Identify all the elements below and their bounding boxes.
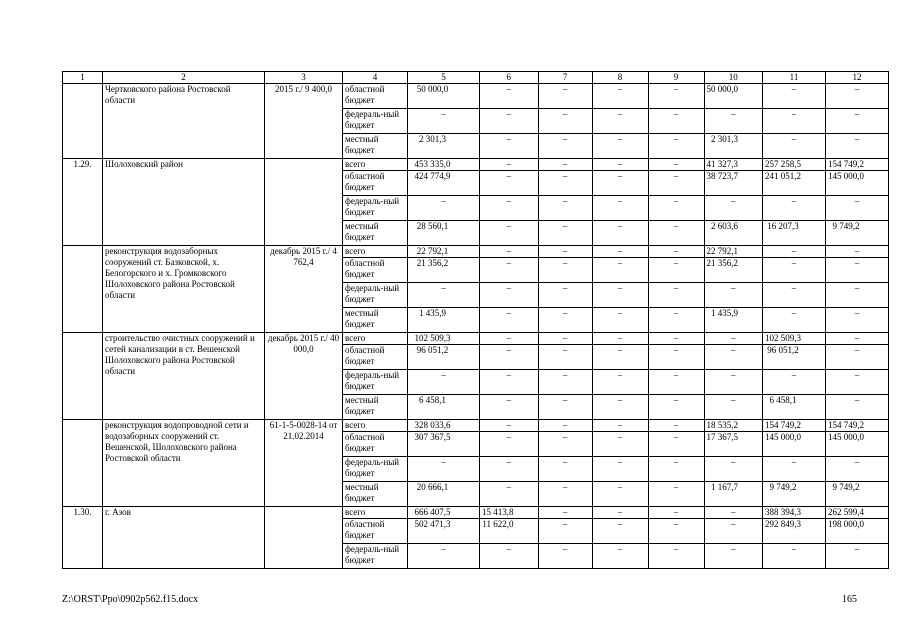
cell-col-12: – <box>826 246 889 258</box>
cell-col-4: местный бюджет <box>343 134 408 159</box>
cell-col-5: – <box>408 457 480 482</box>
cell-col-11: 154 749,2 <box>763 420 826 432</box>
table-row <box>63 333 889 345</box>
cell-col-4: областной бюджет <box>343 171 408 196</box>
cell-col-8: – <box>592 246 648 258</box>
cell-col-8: – <box>592 308 648 333</box>
cell-col-12: 9 749,2 <box>826 482 889 507</box>
cell-col-3: 2015 г./ 9 400,0 <box>265 84 343 159</box>
cell-col-11: 96 051,2 <box>763 345 826 370</box>
cell-col-8: – <box>592 482 648 507</box>
cell-col-6: – <box>480 457 539 482</box>
cell-col-11: 241 051,2 <box>763 171 826 196</box>
cell-col-8: – <box>592 283 648 308</box>
cell-col-3: декабрь 2015 г./ 40 000,0 <box>265 333 343 420</box>
cell-col-9: – <box>648 519 704 544</box>
cell-col-4: федераль-ный бюджет <box>343 109 408 134</box>
cell-col-4: местный бюджет <box>343 395 408 420</box>
cell-col-12: – <box>826 333 889 345</box>
cell-col-8: – <box>592 84 648 109</box>
cell-col-2: строительство очистных сооружений и сетей канализации в ст. Вешенской Шолоховского района Ростовской области <box>103 333 265 420</box>
header-cell-10: 10 <box>704 72 763 84</box>
cell-col-6: – <box>480 432 539 457</box>
cell-col-6: – <box>480 420 539 432</box>
cell-col-8: – <box>592 345 648 370</box>
cell-col-8: – <box>592 420 648 432</box>
cell-col-11: 16 207,3 <box>763 221 826 246</box>
footer-file-path: Z:\ORST\Ppo\0902p562.f15.docx <box>62 594 199 605</box>
cell-col-10: 17 367,5 <box>704 432 763 457</box>
cell-col-4: областной бюджет <box>343 345 408 370</box>
cell-col-10: – <box>704 507 763 519</box>
cell-col-1: 1.29. <box>63 159 103 246</box>
cell-col-6: – <box>480 134 539 159</box>
header-cell-5: 5 <box>408 72 480 84</box>
cell-col-4: всего <box>343 159 408 171</box>
header-cell-6: 6 <box>480 72 539 84</box>
cell-col-11: – <box>763 457 826 482</box>
budget-table <box>62 71 889 569</box>
cell-col-12: – <box>826 457 889 482</box>
cell-col-11: – <box>763 246 826 258</box>
cell-col-3: декабрь 2015 г./ 4 762,4 <box>265 246 343 333</box>
cell-col-9: – <box>648 246 704 258</box>
cell-col-4: местный бюджет <box>343 308 408 333</box>
cell-col-11: 102 509,3 <box>763 333 826 345</box>
cell-col-2: г. Азов <box>103 507 265 569</box>
cell-col-7: – <box>538 507 592 519</box>
cell-col-6: – <box>480 84 539 109</box>
cell-col-11: 292 849,3 <box>763 519 826 544</box>
cell-col-11: – <box>763 84 826 109</box>
cell-col-6: – <box>480 395 539 420</box>
header-cell-11: 11 <box>763 72 826 84</box>
cell-col-6: – <box>480 370 539 395</box>
cell-col-9: – <box>648 544 704 569</box>
cell-col-3 <box>265 159 343 246</box>
cell-col-6: – <box>480 109 539 134</box>
header-cell-2: 2 <box>103 72 265 84</box>
cell-col-10: 38 723,7 <box>704 171 763 196</box>
cell-col-12: 262 599,4 <box>826 507 889 519</box>
cell-col-8: – <box>592 432 648 457</box>
cell-col-6: – <box>480 544 539 569</box>
cell-col-5: 102 509,3 <box>408 333 480 345</box>
header-cell-1: 1 <box>63 72 103 84</box>
cell-col-4: федераль-ный бюджет <box>343 370 408 395</box>
cell-col-8: – <box>592 333 648 345</box>
cell-col-6: – <box>480 308 539 333</box>
cell-col-4: всего <box>343 246 408 258</box>
cell-col-5: – <box>408 283 480 308</box>
cell-col-9: – <box>648 196 704 221</box>
cell-col-10: – <box>704 196 763 221</box>
cell-col-9: – <box>648 432 704 457</box>
cell-col-11: – <box>763 370 826 395</box>
cell-col-7: – <box>538 308 592 333</box>
cell-col-6: – <box>480 345 539 370</box>
cell-col-6: – <box>480 159 539 171</box>
cell-col-8: – <box>592 221 648 246</box>
cell-col-10: – <box>704 370 763 395</box>
cell-col-9: – <box>648 159 704 171</box>
cell-col-7: – <box>538 196 592 221</box>
cell-col-7: – <box>538 345 592 370</box>
cell-col-10: – <box>704 544 763 569</box>
cell-col-6: – <box>480 196 539 221</box>
cell-col-5: 666 407,5 <box>408 507 480 519</box>
cell-col-8: – <box>592 507 648 519</box>
cell-col-5: 22 792,1 <box>408 246 480 258</box>
cell-col-12: – <box>826 196 889 221</box>
cell-col-10: 22 792,1 <box>704 246 763 258</box>
cell-col-12: – <box>826 84 889 109</box>
cell-col-8: – <box>592 109 648 134</box>
page-number: 165 <box>842 594 857 605</box>
cell-col-8: – <box>592 519 648 544</box>
cell-col-4: федераль-ный бюджет <box>343 457 408 482</box>
cell-col-10: 21 356,2 <box>704 258 763 283</box>
cell-col-11: – <box>763 109 826 134</box>
cell-col-6: – <box>480 171 539 196</box>
cell-col-10: – <box>704 395 763 420</box>
table-body <box>63 72 889 569</box>
cell-col-4: всего <box>343 333 408 345</box>
cell-col-7: – <box>538 544 592 569</box>
cell-col-11: – <box>763 544 826 569</box>
cell-col-11: – <box>763 258 826 283</box>
cell-col-5: 20 666,1 <box>408 482 480 507</box>
cell-col-5: – <box>408 109 480 134</box>
cell-col-6: – <box>480 283 539 308</box>
cell-col-1 <box>63 333 103 420</box>
cell-col-11: – <box>763 196 826 221</box>
cell-col-7: – <box>538 171 592 196</box>
cell-col-10: – <box>704 345 763 370</box>
cell-col-5: 307 367,5 <box>408 432 480 457</box>
cell-col-10: 2 301,3 <box>704 134 763 159</box>
cell-col-7: – <box>538 432 592 457</box>
cell-col-6: – <box>480 246 539 258</box>
cell-col-10: – <box>704 457 763 482</box>
cell-col-4: местный бюджет <box>343 221 408 246</box>
table-row <box>63 246 889 258</box>
cell-col-10: 50 000,0 <box>704 84 763 109</box>
cell-col-6: – <box>480 482 539 507</box>
header-cell-8: 8 <box>592 72 648 84</box>
header-row <box>63 72 889 84</box>
cell-col-12: – <box>826 134 889 159</box>
table-row <box>63 159 889 171</box>
cell-col-7: – <box>538 482 592 507</box>
cell-col-9: – <box>648 258 704 283</box>
cell-col-1 <box>63 420 103 507</box>
header-cell-4: 4 <box>343 72 408 84</box>
cell-col-5: – <box>408 196 480 221</box>
cell-col-7: – <box>538 134 592 159</box>
cell-col-9: – <box>648 345 704 370</box>
cell-col-7: – <box>538 519 592 544</box>
cell-col-7: – <box>538 258 592 283</box>
cell-col-9: – <box>648 395 704 420</box>
cell-col-9: – <box>648 333 704 345</box>
cell-col-12: 154 749,2 <box>826 159 889 171</box>
cell-col-12: – <box>826 308 889 333</box>
cell-col-9: – <box>648 171 704 196</box>
cell-col-7: – <box>538 246 592 258</box>
cell-col-4: областной бюджет <box>343 84 408 109</box>
cell-col-7: – <box>538 84 592 109</box>
cell-col-4: всего <box>343 420 408 432</box>
cell-col-5: 96 051,2 <box>408 345 480 370</box>
cell-col-5: – <box>408 544 480 569</box>
cell-col-6: 15 413,8 <box>480 507 539 519</box>
cell-col-11: – <box>763 283 826 308</box>
cell-col-9: – <box>648 134 704 159</box>
cell-col-6: – <box>480 333 539 345</box>
cell-col-9: – <box>648 482 704 507</box>
cell-col-10: – <box>704 109 763 134</box>
cell-col-3 <box>265 507 343 569</box>
cell-col-11: – <box>763 308 826 333</box>
cell-col-4: федераль-ный бюджет <box>343 283 408 308</box>
cell-col-11: 257 258,5 <box>763 159 826 171</box>
cell-col-12: 198 000,0 <box>826 519 889 544</box>
cell-col-9: – <box>648 420 704 432</box>
cell-col-10: 1 435,9 <box>704 308 763 333</box>
cell-col-2: Шолоховский район <box>103 159 265 246</box>
cell-col-4: федераль-ный бюджет <box>343 544 408 569</box>
cell-col-4: областной бюджет <box>343 519 408 544</box>
cell-col-6: 11 622,0 <box>480 519 539 544</box>
cell-col-4: всего <box>343 507 408 519</box>
cell-col-2: реконструкция водопроводной сети и водозаборных сооружений ст. Вешенской, Шолоховского района Ростовской области <box>103 420 265 507</box>
cell-col-8: – <box>592 134 648 159</box>
cell-col-5: 424 774,9 <box>408 171 480 196</box>
header-cell-12: 12 <box>826 72 889 84</box>
cell-col-10: 41 327,3 <box>704 159 763 171</box>
cell-col-5: – <box>408 370 480 395</box>
cell-col-12: 145 000,0 <box>826 171 889 196</box>
table-row <box>63 84 889 109</box>
header-cell-7: 7 <box>538 72 592 84</box>
cell-col-12: 9 749,2 <box>826 221 889 246</box>
header-cell-9: 9 <box>648 72 704 84</box>
cell-col-7: – <box>538 159 592 171</box>
cell-col-12: – <box>826 395 889 420</box>
cell-col-4: областной бюджет <box>343 258 408 283</box>
cell-col-8: – <box>592 258 648 283</box>
cell-col-8: – <box>592 457 648 482</box>
cell-col-7: – <box>538 221 592 246</box>
cell-col-10: 2 603,6 <box>704 221 763 246</box>
cell-col-10: – <box>704 283 763 308</box>
cell-col-8: – <box>592 171 648 196</box>
cell-col-3: 61-1-5-0028-14 от 21.02.2014 <box>265 420 343 507</box>
cell-col-7: – <box>538 333 592 345</box>
cell-col-11: 388 394,3 <box>763 507 826 519</box>
cell-col-7: – <box>538 370 592 395</box>
cell-col-5: 28 560,1 <box>408 221 480 246</box>
cell-col-9: – <box>648 308 704 333</box>
cell-col-12: – <box>826 345 889 370</box>
cell-col-7: – <box>538 109 592 134</box>
cell-col-2: реконструкция водозаборных сооружений ст. Базковской, х. Белогорского и х. Громковского Шолоховского района Ростовской области <box>103 246 265 333</box>
cell-col-9: – <box>648 109 704 134</box>
cell-col-9: – <box>648 221 704 246</box>
cell-col-11: 6 458,1 <box>763 395 826 420</box>
cell-col-10: – <box>704 519 763 544</box>
cell-col-5: 21 356,2 <box>408 258 480 283</box>
cell-col-5: 50 000,0 <box>408 84 480 109</box>
cell-col-10: 1 167,7 <box>704 482 763 507</box>
cell-col-4: федераль-ный бюджет <box>343 196 408 221</box>
cell-col-9: – <box>648 84 704 109</box>
cell-col-9: – <box>648 283 704 308</box>
cell-col-12: – <box>826 283 889 308</box>
cell-col-7: – <box>538 420 592 432</box>
cell-col-5: 328 033,6 <box>408 420 480 432</box>
cell-col-5: 6 458,1 <box>408 395 480 420</box>
cell-col-1 <box>63 84 103 159</box>
cell-col-1 <box>63 246 103 333</box>
cell-col-5: 2 301,3 <box>408 134 480 159</box>
cell-col-12: 145 000,0 <box>826 432 889 457</box>
cell-col-12: – <box>826 258 889 283</box>
cell-col-11: 145 000,0 <box>763 432 826 457</box>
cell-col-12: 154 749,2 <box>826 420 889 432</box>
cell-col-12: – <box>826 544 889 569</box>
cell-col-10: 18 535,2 <box>704 420 763 432</box>
cell-col-9: – <box>648 370 704 395</box>
cell-col-1: 1.30. <box>63 507 103 569</box>
cell-col-6: – <box>480 221 539 246</box>
cell-col-7: – <box>538 283 592 308</box>
cell-col-8: – <box>592 370 648 395</box>
cell-col-5: 502 471,3 <box>408 519 480 544</box>
cell-col-5: 453 335,0 <box>408 159 480 171</box>
cell-col-12: – <box>826 109 889 134</box>
cell-col-10: – <box>704 333 763 345</box>
header-cell-3: 3 <box>265 72 343 84</box>
cell-col-12: – <box>826 370 889 395</box>
cell-col-7: – <box>538 395 592 420</box>
cell-col-4: местный бюджет <box>343 482 408 507</box>
table-row <box>63 507 889 519</box>
cell-col-8: – <box>592 159 648 171</box>
cell-col-7: – <box>538 457 592 482</box>
cell-col-6: – <box>480 258 539 283</box>
cell-col-2: Чертковского района Ростовской области <box>103 84 265 159</box>
cell-col-9: – <box>648 457 704 482</box>
cell-col-8: – <box>592 395 648 420</box>
cell-col-8: – <box>592 196 648 221</box>
cell-col-11: 9 749,2 <box>763 482 826 507</box>
cell-col-11: – <box>763 134 826 159</box>
table-row <box>63 420 889 432</box>
cell-col-5: 1 435,9 <box>408 308 480 333</box>
cell-col-8: – <box>592 544 648 569</box>
cell-col-4: областной бюджет <box>343 432 408 457</box>
cell-col-9: – <box>648 507 704 519</box>
